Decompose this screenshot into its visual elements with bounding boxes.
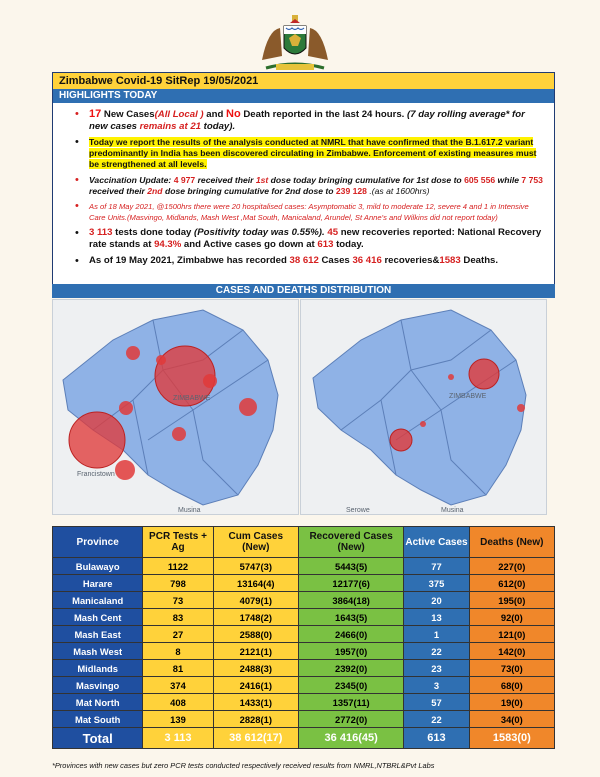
col-recovered: Recovered Cases (New) bbox=[298, 527, 403, 558]
city-label-francistown: Francistown bbox=[77, 471, 115, 478]
cases-map bbox=[52, 299, 299, 515]
bubble-mat-south bbox=[115, 460, 135, 480]
sitrep-panel bbox=[52, 72, 555, 296]
bubble-midlands bbox=[119, 401, 133, 415]
bullet-hospitalised: • As of 18 May 2021, @1500hrs there were 20 hospitalised cases: Asymptomatic 3, mild to moderate 12, severe 4 and 1 in Intensive Care Units.(Masvingo, Midlands, Mash West ,Mat South, Manicaland, Arundel, St Anne's and Wilkins did not report today) bbox=[89, 201, 544, 223]
deaths-map bbox=[300, 299, 547, 515]
cases-deaths-heading: CASES AND DEATHS DISTRIBUTION bbox=[52, 284, 555, 298]
table-row: Harare 798 13164(4) 12177(6) 375 612(0) bbox=[53, 575, 555, 592]
death-bubble-bulawayo bbox=[390, 429, 412, 451]
table-row: Manicaland 73 4079(1) 3864(18) 20 195(0) bbox=[53, 592, 555, 609]
col-cum-cases: Cum Cases (New) bbox=[213, 527, 298, 558]
country-label-right: ZIMBABWE bbox=[449, 393, 487, 400]
table-row: Bulawayo 1122 5747(3) 5443(5) 77 227(0) bbox=[53, 558, 555, 575]
bullet-vaccination: • Vaccination Update: 4 977 received their 1st dose today bringing cumulative for 1st dose to 605 556 while 7 753 received their 2nd dose bringing cumulative for 2nd dose to 239 128 .(as at 1600hrs) bbox=[89, 175, 544, 197]
sitrep-title: Zimbabwe Covid-19 SitRep 19/05/2021 bbox=[53, 73, 554, 90]
death-bubble-midlands bbox=[420, 421, 426, 427]
city-label-serowe: Serowe bbox=[346, 507, 370, 514]
col-active: Active Cases bbox=[404, 527, 469, 558]
table-row: Mash East 27 2588(0) 2466(0) 1 121(0) bbox=[53, 626, 555, 643]
bubble-mash-east bbox=[203, 374, 217, 388]
highlights-list bbox=[53, 104, 554, 295]
table-row: Masvingo 374 2416(1) 2345(0) 3 68(0) bbox=[53, 677, 555, 694]
bullet-new-cases: • 17 New Cases(All Local ) and No Death reported in the last 24 hours. (7 day rolling average* for new cases remains at 21 today). bbox=[89, 108, 544, 133]
cases-map-graphic bbox=[53, 300, 299, 515]
col-deaths: Deaths (New) bbox=[469, 527, 554, 558]
bullet-variant: • Today we report the results of the analysis conducted at NMRL that have confirmed that the B.1.617.2 variant predominantly in India has been discovered circulating in Zimbabwe. Enforcement of existing measures must be strengthened at all levels. bbox=[89, 137, 544, 171]
table-row: Midlands 81 2488(3) 2392(0) 23 73(0) bbox=[53, 660, 555, 677]
table-total-row: Total 3 113 38 612(17) 36 416(45) 613 1583(0) bbox=[53, 728, 555, 749]
coat-of-arms-icon bbox=[258, 10, 332, 72]
death-bubble-harare bbox=[469, 359, 499, 389]
bubble-bulawayo bbox=[69, 412, 125, 468]
country-label: ZIMBABWE bbox=[173, 395, 211, 402]
col-province: Province bbox=[53, 527, 143, 558]
province-table bbox=[52, 526, 555, 749]
death-bubble-manicaland bbox=[517, 404, 525, 412]
city-label-musina-right: Musina bbox=[441, 507, 464, 514]
footnote: *Provinces with new cases but zero PCR tests conducted respectively received results from NMRL,NTBRL&Pvt Labs bbox=[52, 761, 435, 770]
bullet-tests: • 3 113 tests done today (Positivity today was 0.55%). 45 new recoveries reported: National Recovery rate stands at 94.3% and Active cases go down at 613 today. bbox=[89, 227, 544, 251]
table-row: Mat South 139 2828(1) 2772(0) 22 34(0) bbox=[53, 711, 555, 728]
table-row: Mash Cent 83 1748(2) 1643(5) 13 92(0) bbox=[53, 609, 555, 626]
city-label-musina: Musina bbox=[178, 507, 201, 514]
bubble-manicaland bbox=[239, 398, 257, 416]
col-pcr-tests: PCR Tests + Ag bbox=[143, 527, 213, 558]
death-bubble-mash-west bbox=[448, 374, 454, 380]
bullet-cumulative: • As of 19 May 2021, Zimbabwe has recorded 38 612 Cases 36 416 recoveries&1583 Deaths. bbox=[89, 255, 544, 267]
deaths-map-graphic bbox=[301, 300, 547, 515]
table-header-row bbox=[53, 527, 555, 558]
table-row: Mash West 8 2121(1) 1957(0) 22 142(0) bbox=[53, 643, 555, 660]
bubble-mash-west bbox=[126, 346, 140, 360]
bubble-masvingo bbox=[172, 427, 186, 441]
deaths-map-country bbox=[313, 310, 526, 505]
bubble-mash-cent bbox=[156, 355, 166, 365]
highlights-heading: HIGHLIGHTS TODAY bbox=[53, 89, 554, 103]
table-row: Mat North 408 1433(1) 1357(11) 57 19(0) bbox=[53, 694, 555, 711]
